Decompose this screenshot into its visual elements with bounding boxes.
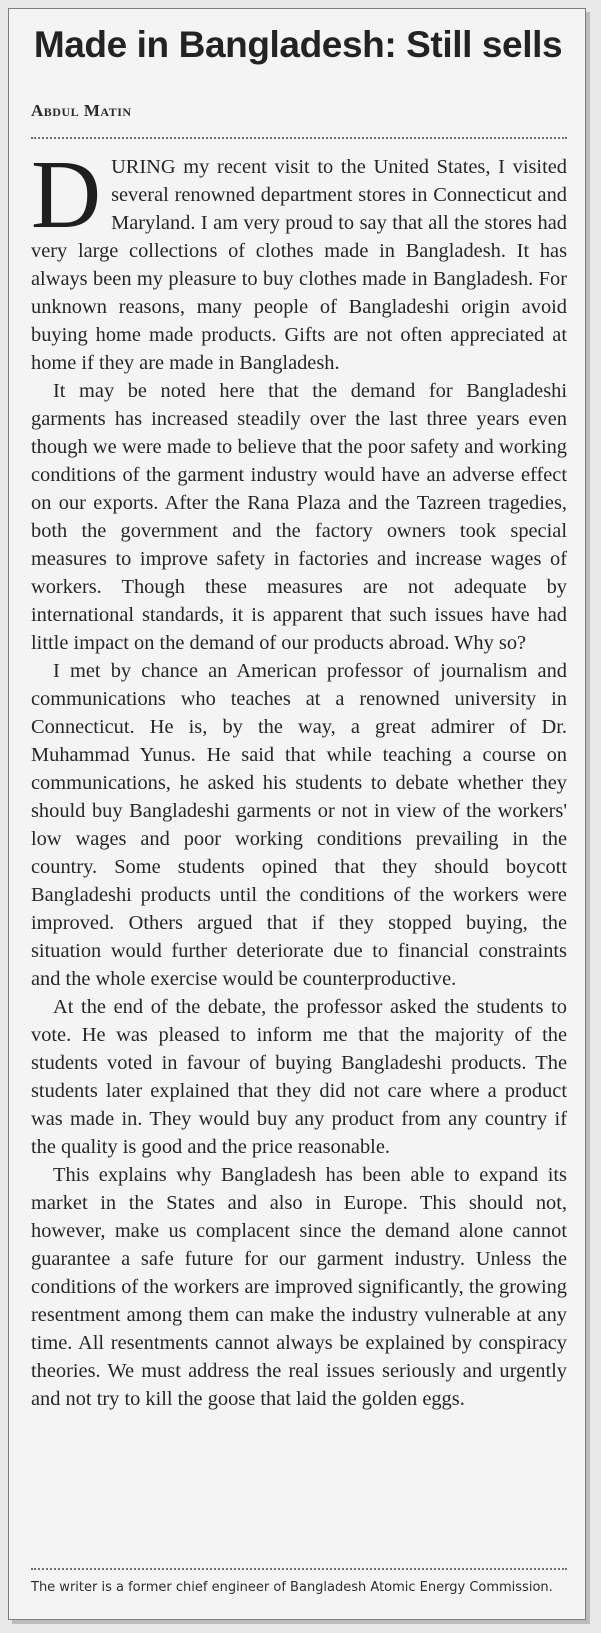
article-body xyxy=(31,141,567,1413)
article-paragraph-5: This explains why Bangladesh has been able to expand its market in the States and also in Europe. This should not, however, make us complacent since the demand alone cannot guarantee a safe future for our garment industry. Unless the conditions of the workers are improved significantly, the growing resentment among them can make the industry vulnerable at any time. All resentments cannot always be explained by conspiracy theories. We must address the real issues seriously and urgently and not try to kill the goose that laid the golden eggs. xyxy=(31,1164,567,1410)
headline: Made in Bangladesh: Still sells xyxy=(33,24,563,65)
drop-cap: D xyxy=(31,141,102,248)
bottom-dotted-divider xyxy=(31,1568,567,1570)
top-dotted-divider xyxy=(31,137,567,139)
article-clipping xyxy=(8,8,586,1620)
article-paragraph-3: I met by chance an American professor of journalism and communications who teaches at a renowned university in Connecticut. He is, by the way, a great admirer of Dr. Muhammad Yunus. He said that while teaching a course on communications, he asked his students to debate whether they should buy Bangladeshi garments or not in view of the workers' low wages and poor working conditions prevailing in the country. Some students opined that they should boycott Bangladeshi products until the conditions of the workers were improved. Others argued that if they stopped buying, the situation would further deteriorate due to financial constraints and the whole exercise would be counterproductive. xyxy=(31,660,567,990)
article-paragraph-1 xyxy=(31,141,567,377)
author-footnote: The writer is a former chief engineer of Bangladesh Atomic Energy Commission. xyxy=(31,1580,553,1595)
article-paragraph-4: At the end of the debate, the professor asked the students to vote. He was pleased to inform me that the majority of the students voted in favour of buying Bangladeshi products. The students later explained that they did not care where a product was made in. They would buy any product from any country if the quality is good and the price reasonable. xyxy=(31,996,567,1158)
article-paragraph-2: It may be noted here that the demand for Bangladeshi garments has increased steadily over the last three years even though we were made to believe that the poor safety and working conditions of the garment industry would have an adverse effect on our exports. After the Rana Plaza and the Tazreen tragedies, both the government and the factory owners took special measures to improve safety in factories and increase wages of workers. Though these measures are not adequate by international standards, it is apparent that such issues have had little impact on the demand of our products abroad. Why so? xyxy=(31,380,567,654)
byline: Abdul Matin xyxy=(31,101,132,120)
paragraph-1-text: URING my recent visit to the United States, I visited several renowned department stores in Connecticut and Maryland. I am very proud to say that all the stores had very large collections of clothes made in Bangladesh. It has always been my pleasure to buy clothes made in Bangladesh. For unknown reasons, many people of Bangladeshi origin avoid buying home made products. Gifts are not often appreciated at home if they are made in Bangladesh. xyxy=(31,156,567,374)
